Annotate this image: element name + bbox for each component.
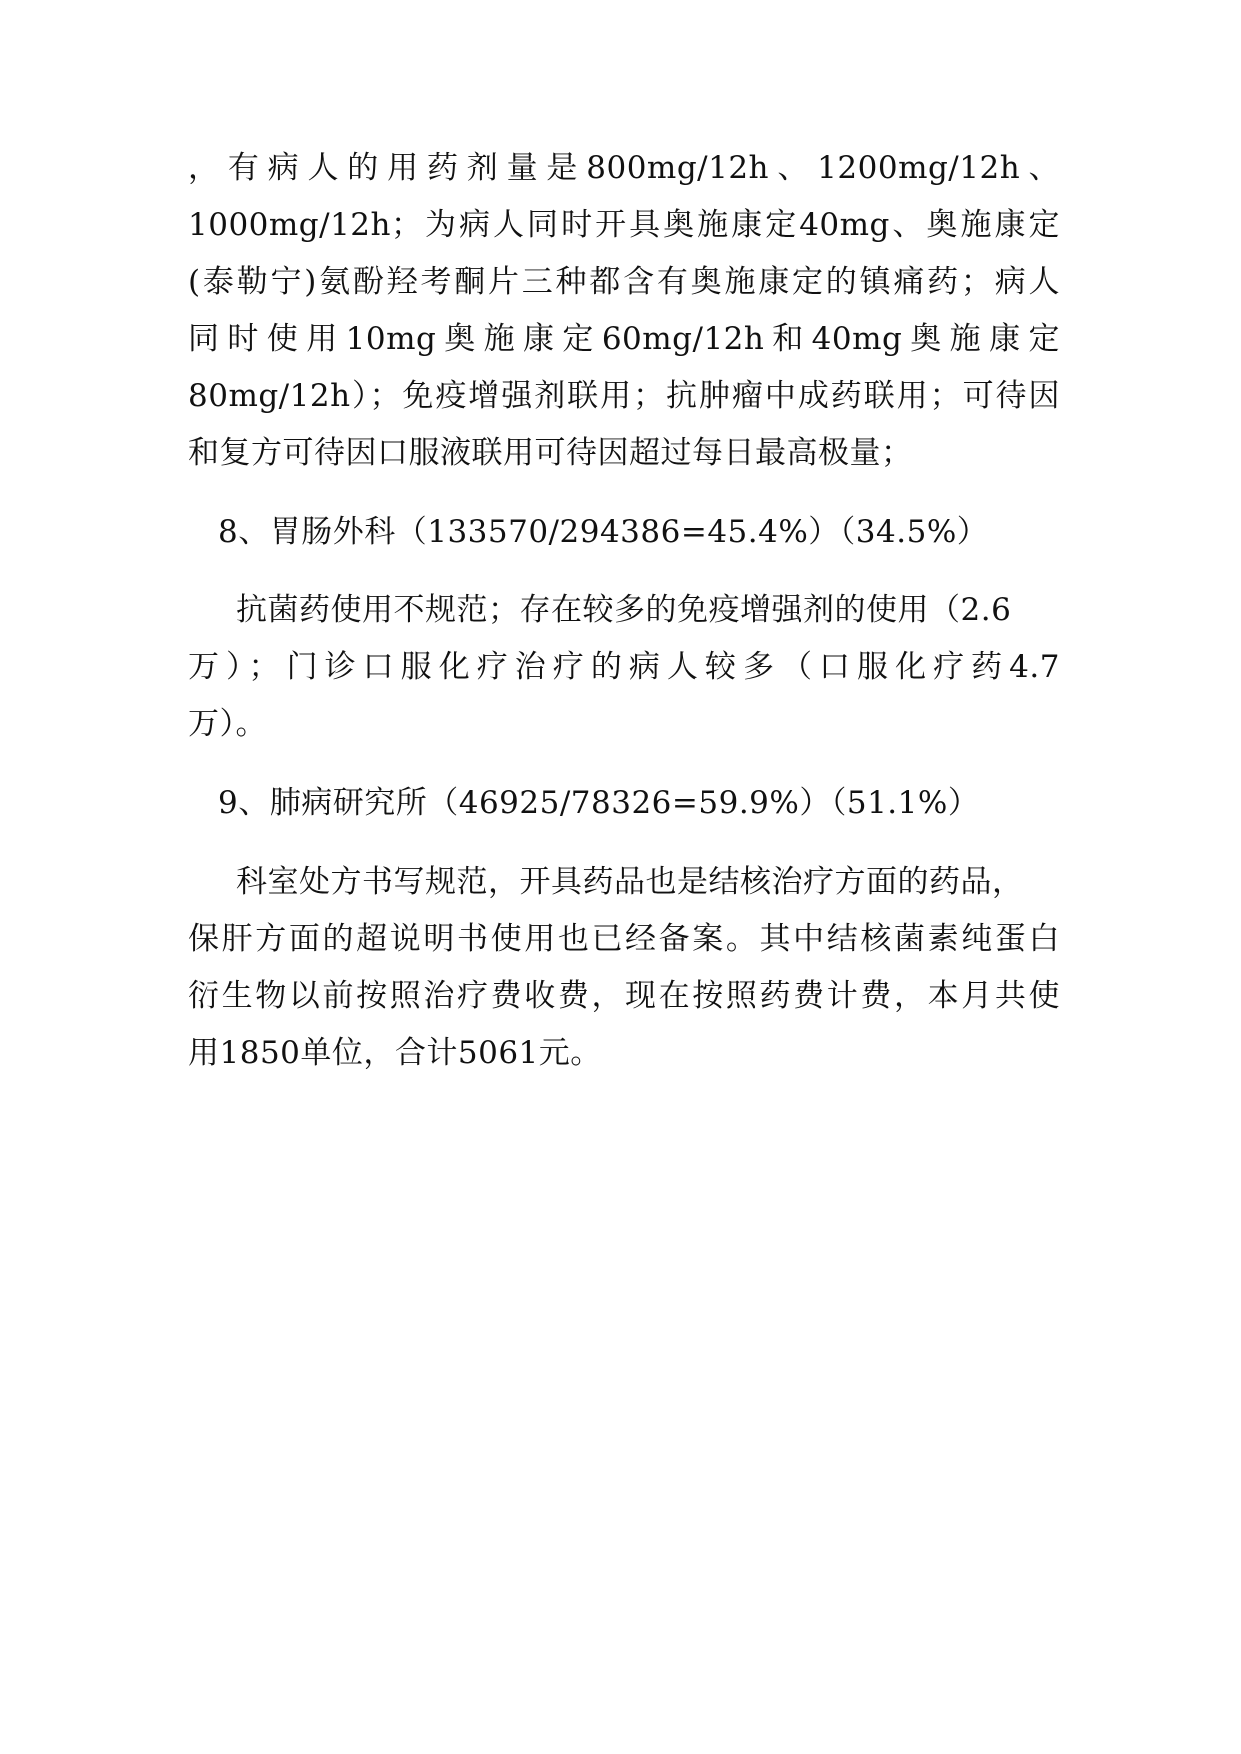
paragraph-line: 保肝方面的超说明书使用也已经备案。其中结核菌素纯蛋白 xyxy=(188,921,1060,957)
paragraph-line: (泰勒宁)氨酚羟考酮片三种都含有奥施康定的镇痛药；病人 xyxy=(188,264,1060,300)
paragraph-line: 用1850单位，合计5061元。 xyxy=(188,1035,602,1071)
paragraph-line: 同时使用10mg奥施康定60mg/12h和40mg奥施康定 xyxy=(188,321,1060,357)
paragraph-line: 80mg/12h）；免疫增强剂联用；抗肿瘤中成药联用；可待因 xyxy=(188,378,1060,414)
paragraph-line: 1000mg/12h；为病人同时开具奥施康定40mg、奥施康定 xyxy=(188,207,1060,243)
paragraph-line: 衍生物以前按照治疗费收费，现在按照药费计费，本月共使 xyxy=(188,978,1060,1014)
paragraph-line: 万）；门诊口服化疗治疗的病人较多（口服化疗药4.7 xyxy=(188,649,1060,685)
paragraph-line: 和复方可待因口服液联用可待因超过每日最高极量； xyxy=(188,435,913,471)
paragraph-line: ，有病人的用药剂量是800mg/12h、1200mg/12h、 xyxy=(188,150,1060,186)
paragraph-line: 抗菌药使用不规范；存在较多的免疫增强剂的使用（2.6 xyxy=(236,592,1012,628)
paragraph-line: 万）。 xyxy=(188,706,267,742)
section-heading: 8、胃肠外科（133570/294386=45.4%）（34.5%） xyxy=(218,514,989,550)
paragraph-line: 科室处方书写规范，开具药品也是结核治疗方面的药品， xyxy=(236,864,1024,900)
section-heading: 9、肺病研究所（46925/78326=59.9%）（51.1%） xyxy=(218,785,980,821)
